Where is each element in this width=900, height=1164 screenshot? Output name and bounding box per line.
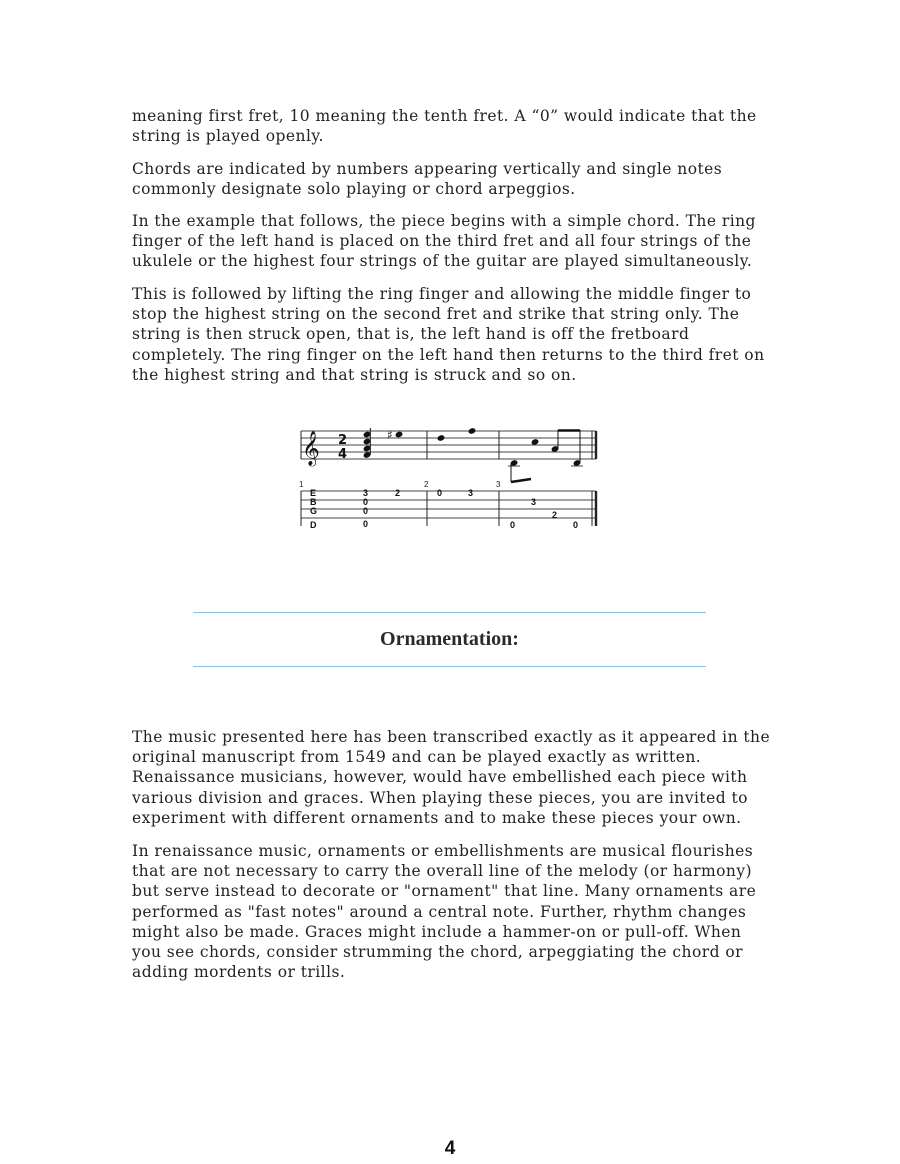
text-line: In the example that follows, the piece begins with a simple chord. The ring xyxy=(132,212,756,230)
treble-clef-icon: 𝄞 xyxy=(302,431,320,466)
text-line: performed as "fast notes" around a central note. Further, rhythm changes xyxy=(132,902,747,921)
text-line: stop the highest string on the second fret and strike that string only. The xyxy=(132,305,740,324)
text-line: Renaissance musicians, however, would have embellished each piece with xyxy=(132,768,748,787)
paragraph-example-intro xyxy=(132,211,772,272)
tab-string-label: B xyxy=(310,497,317,507)
text-line: you see chords, consider strumming the chord, arpeggiating the chord or xyxy=(132,943,744,962)
tab-fret-number: 3 xyxy=(468,488,474,498)
section-heading: Ornamentation: xyxy=(380,628,519,650)
paragraph-finger-instructions xyxy=(132,284,772,385)
time-signature-top: 2 xyxy=(338,433,348,448)
tab-string-label: G xyxy=(310,506,318,516)
text-line: This is followed by lifting the ring finger and allowing the middle finger to xyxy=(132,285,752,303)
text-line: completely. The ring finger on the left hand then returns to the third fret on xyxy=(132,345,765,364)
text-line: adding mordents or trills. xyxy=(132,963,346,982)
text-line: string is played openly. xyxy=(132,127,324,146)
measure-number: 1 xyxy=(299,480,304,489)
text-line: The music presented here has been transcribed exactly as it appeared in the xyxy=(132,728,771,746)
text-line: various division and graces. When playing these pieces, you are invited to xyxy=(132,788,748,807)
note xyxy=(468,427,477,435)
tab-fret-number: 2 xyxy=(395,488,401,498)
measure-number: 3 xyxy=(496,480,501,489)
tab-fret-number: 0 xyxy=(510,520,516,530)
paragraph-chords xyxy=(132,159,772,199)
paragraph-ornaments xyxy=(132,841,772,982)
note xyxy=(437,434,446,442)
text-line: commonly designate solo playing or chord arpeggios. xyxy=(132,180,576,199)
tab-string-label: D xyxy=(310,520,317,530)
paragraph-transcription-note xyxy=(132,727,772,828)
tab-fret-number: 0 xyxy=(363,506,369,516)
text-line: that are not necessary to carry the overall line of the melody (or harmony) xyxy=(132,862,753,881)
text-line: string is then struck open, that is, the left hand is off the fretboard xyxy=(132,325,690,344)
text-line: In renaissance music, ornaments or embellishments are musical flourishes xyxy=(132,842,754,860)
note xyxy=(395,431,404,439)
tab-fret-number: 0 xyxy=(573,520,579,530)
tab-fret-number: 0 xyxy=(437,488,443,498)
sharp-icon: ♯ xyxy=(387,428,393,442)
paragraph-fret-notation xyxy=(132,106,772,146)
text-line: might also be made. Graces might include a hammer-on or pull-off. When xyxy=(132,922,742,941)
beam xyxy=(511,479,531,482)
tab-fret-number: 2 xyxy=(552,510,558,520)
text-line: Chords are indicated by numbers appearing vertically and single notes xyxy=(132,160,723,178)
section-divider-bottom xyxy=(193,666,706,667)
section-divider-top xyxy=(193,612,706,613)
tab-fret-number: 3 xyxy=(531,497,537,507)
music-tab-example xyxy=(296,420,604,536)
text-line: but serve instead to decorate or "ornament" that line. Many ornaments are xyxy=(132,882,757,901)
text-line: the highest string and that string is struck and so on. xyxy=(132,365,577,384)
text-line: meaning first fret, 10 meaning the tenth fret. A “0” would indicate that the xyxy=(132,107,757,125)
tab-fret-number: 0 xyxy=(363,497,369,507)
text-line: original manuscript from 1549 and can be played exactly as written. xyxy=(132,748,702,767)
tab-fret-number: 3 xyxy=(363,488,369,498)
text-line: ukulele or the highest four strings of the guitar are played simultaneously. xyxy=(132,252,753,271)
page-number: 4 xyxy=(444,1138,456,1159)
measure-number: 2 xyxy=(424,480,429,489)
time-signature-bottom: 4 xyxy=(338,447,348,462)
tab-barlines xyxy=(301,491,596,526)
text-line: finger of the left hand is placed on the third fret and all four strings of the xyxy=(132,232,752,251)
tab-string-label: E xyxy=(310,488,317,498)
tab-fret-number: 0 xyxy=(363,519,369,529)
text-line: experiment with different ornaments and to make these pieces your own. xyxy=(132,808,742,827)
